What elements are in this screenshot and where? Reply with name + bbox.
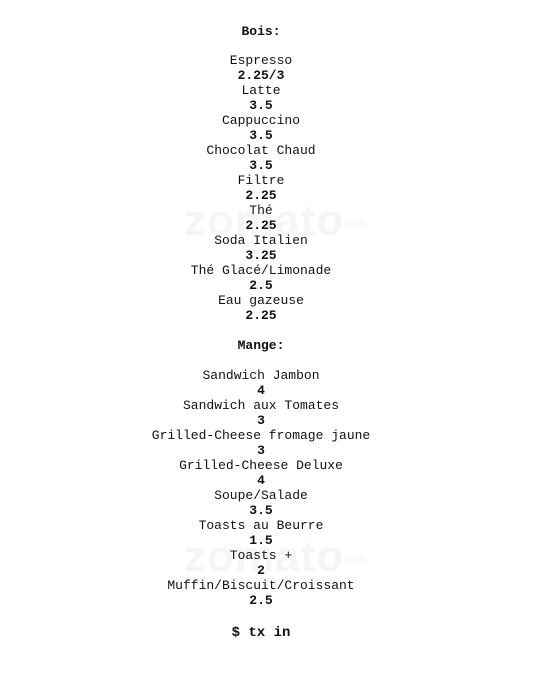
food-item-name: Grilled-Cheese Deluxe (179, 458, 343, 473)
drink-item-name: Espresso (229, 53, 293, 68)
drink-item-name: Thé Glacé/Limonade (190, 263, 332, 278)
food-item-price: 3 (257, 443, 265, 458)
food-section-title: Mange: (237, 338, 285, 353)
food-item-price: 1.5 (249, 533, 273, 548)
food-item-name: Toasts + (229, 548, 293, 563)
drink-item-price: 2.25 (245, 308, 277, 323)
drink-item-name: Cappuccino (221, 113, 300, 128)
food-item-price: 2 (257, 563, 265, 578)
drink-item-name: Soda Italien (214, 233, 308, 248)
food-item-price: 4 (257, 383, 265, 398)
tax-note: $ tx in (231, 625, 291, 641)
food-item-price: 2.5 (249, 593, 273, 608)
food-item-price: 3 (257, 413, 265, 428)
drink-item-name: Eau gazeuse (218, 293, 304, 308)
food-item-name: Muffin/Biscuit/Croissant (167, 578, 355, 593)
drink-item-name: Chocolat Chaud (206, 143, 316, 158)
drink-item-price: 3.5 (249, 98, 273, 113)
drink-item-name: Thé (249, 203, 273, 218)
drink-item-name: Filtre (237, 173, 285, 188)
drink-item-price: 3.5 (249, 128, 273, 143)
drink-item-price: 2.25 (245, 218, 277, 233)
food-item-name: Grilled-Cheese fromage jaune (151, 428, 371, 443)
food-item-name: Soupe/Salade (214, 488, 308, 503)
drink-item-name: Latte (241, 83, 281, 98)
drink-item-price: 3.5 (249, 158, 273, 173)
drink-item-price: 2.25 (245, 188, 277, 203)
drinks-section-title: Bois: (241, 24, 281, 39)
drink-item-price: 2.5 (249, 278, 273, 293)
food-item-name: Sandwich Jambon (202, 368, 320, 383)
food-item-price: 4 (257, 473, 265, 488)
drink-item-price: 2.25/3 (237, 68, 285, 83)
drink-item-price: 3.25 (245, 248, 277, 263)
food-item-name: Toasts au Beurre (198, 518, 324, 533)
food-item-price: 3.5 (249, 503, 273, 518)
food-item-name: Sandwich aux Tomates (182, 398, 340, 413)
